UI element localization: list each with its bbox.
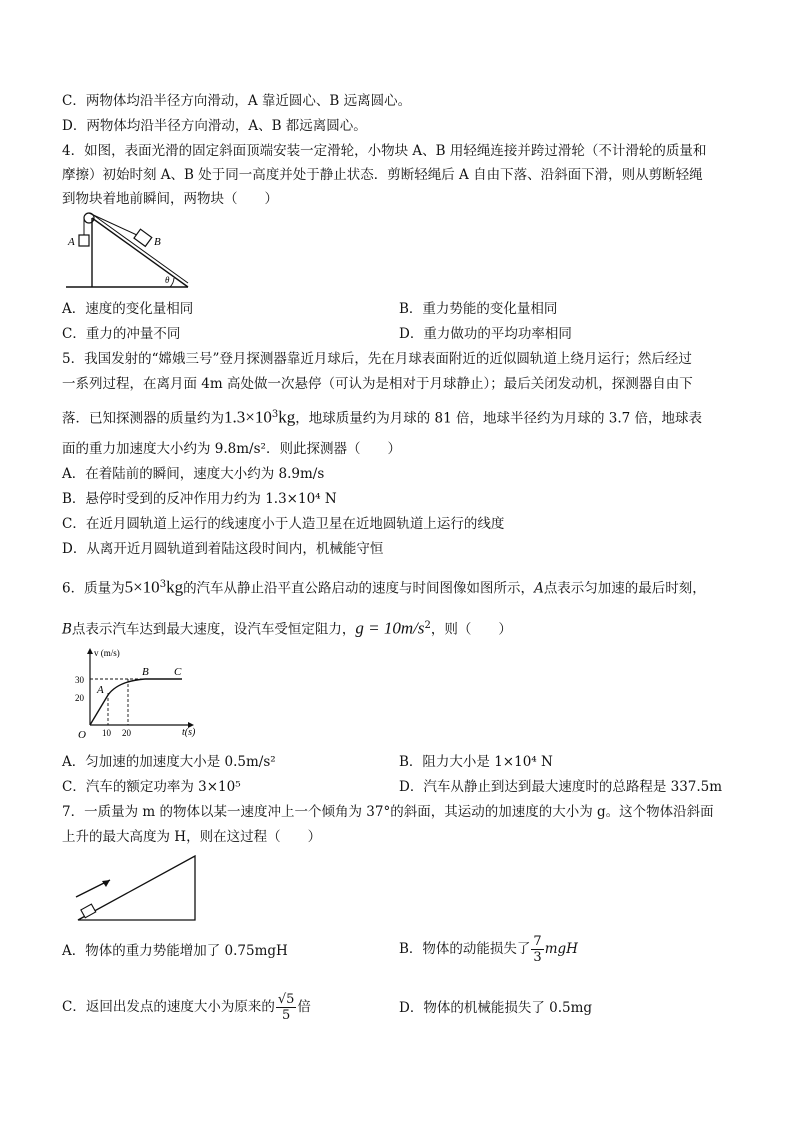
q6-x-axis-label: t(s) [182,727,196,738]
q7-option-a: A．物体的重力势能增加了 0.75mgH [62,943,288,959]
q3-option-c: C．两物体均沿半径方向滑动，A 靠近圆心、B 远离圆心。 [62,93,412,109]
q4-option-d: D．重力做功的平均功率相同 [399,326,572,342]
q5-stem-line3: 落．已知探测器的质量约为$1.3\times 10^3kg$，地球质量约为月球的 81 倍，地球半径约为月球的 3.7 倍，地球表 [62,407,703,427]
q4-label-b: B [154,236,161,248]
q6-option-a: A．匀加速的加速度大小是 0.5m/s² [62,754,276,770]
q6-tick-20: 20 [75,693,84,703]
q7-option-b: B．物体的动能损失了 $\frac{7}{3}$ mgH [399,934,578,965]
q6-origin-label: O [78,729,86,740]
q6-tick-30: 30 [75,675,84,685]
q4-label-a: A [68,236,75,248]
q6-vt-graph [70,645,200,740]
q4-label-theta: θ [165,275,170,285]
q6-option-d: D．汽车从静止到达到最大速度时的总路程是 337.5m [399,779,723,795]
q7-fraction-sqrt5-5: $\frac{√5}{5}$ [277,992,295,1023]
q7-stem-line2: 上升的最大高度为 H，则在这过程（ ） [62,829,322,845]
q6-point-a: A [97,684,104,696]
q4-option-b: B．重力势能的变化量相同 [399,301,558,317]
q5-option-b: B．悬停时受到的反冲作用力约为 1.3×10⁴ N [62,491,337,507]
q7-fraction-7-3: $\frac{7}{3}$ [533,934,542,965]
q4-stem-line3: 到物块着地前瞬间，两物块（ ） [62,191,278,207]
q4-incline-figure [62,210,192,292]
q3-option-d: D．两物体均沿半径方向滑动，A、B 都远离圆心。 [62,118,367,134]
q6-stem-line1: 6．质量为$5\times 10^3kg$的汽车从静止沿平直公路启动的速度与时间图像如图所示，A点表示匀加速的最后时刻， [62,577,706,597]
q7-option-c: C．返回出发点的速度大小为原来的 $\frac{√5}{5}$ 倍 [62,992,311,1023]
q6-option-c: C．汽车的额定功率为 3×10⁵ [62,779,241,795]
q4-option-a: A．速度的变化量相同 [62,301,194,317]
q6-point-c: C [174,666,182,678]
q6-tick-10s: 10 [102,728,111,738]
q5-stem-line4: 面的重力加速度大小约为 9.8m/s²．则此探测器（ ） [62,441,401,457]
q5-option-d: D．从离开近月圆轨道到着陆这段时间内，机械能守恒 [62,541,384,557]
q5-option-c: C．在近月圆轨道上运行的线速度小于人造卫星在近地圆轨道上运行的线度 [62,516,505,532]
q6-stem-line2: B点表示汽车达到最大速度，设汽车受恒定阻力，$g = 10m/s^2$，则（ ） [62,618,512,638]
q6-tick-20s: 20 [122,728,131,738]
q4-option-c: C．重力的冲量不同 [62,326,181,342]
q5-stem-line1: 5．我国发射的“嫦娥三号”登月探测器靠近月球后，先在月球表面附近的近似圆轨道上绕月运行；然后经过 [62,351,692,367]
q4-stem-line1: 4．如图，表面光滑的固定斜面顶端安装一定滑轮，小物块 A、B 用轻绳连接并跨过滑轮（不计滑轮的质量和 [62,143,707,159]
q7-option-d: D．物体的机械能损失了 0.5mg [399,1000,593,1016]
q6-y-axis-label: v (m/s) [94,648,120,658]
q7-incline-figure [70,850,200,925]
q5-mass-value: 1.3×10 [224,407,272,427]
q5-option-a: A．在着陆前的瞬间，速度大小约为 8.9m/s [62,466,325,482]
q5-stem-line2: 一系列过程，在离月面 4m 高处做一次悬停（可认为是相对于月球静止）；最后关闭发动机，探测器自由下 [62,376,693,392]
q6-point-b: B [142,666,149,678]
q7-stem-line1: 7．一质量为 m 的物体以某一速度冲上一个倾角为 37°的斜面，其运动的加速度的大小为 g。这个物体沿斜面 [62,804,714,820]
q4-stem-line2: 摩擦）初始时刻 A、B 处于同一高度并处于静止状态．剪断轻绳后 A 自由下落、沿斜面下滑，则从剪断轻绳 [62,167,703,183]
q6-option-b: B．阻力大小是 1×10⁴ N [399,754,553,770]
